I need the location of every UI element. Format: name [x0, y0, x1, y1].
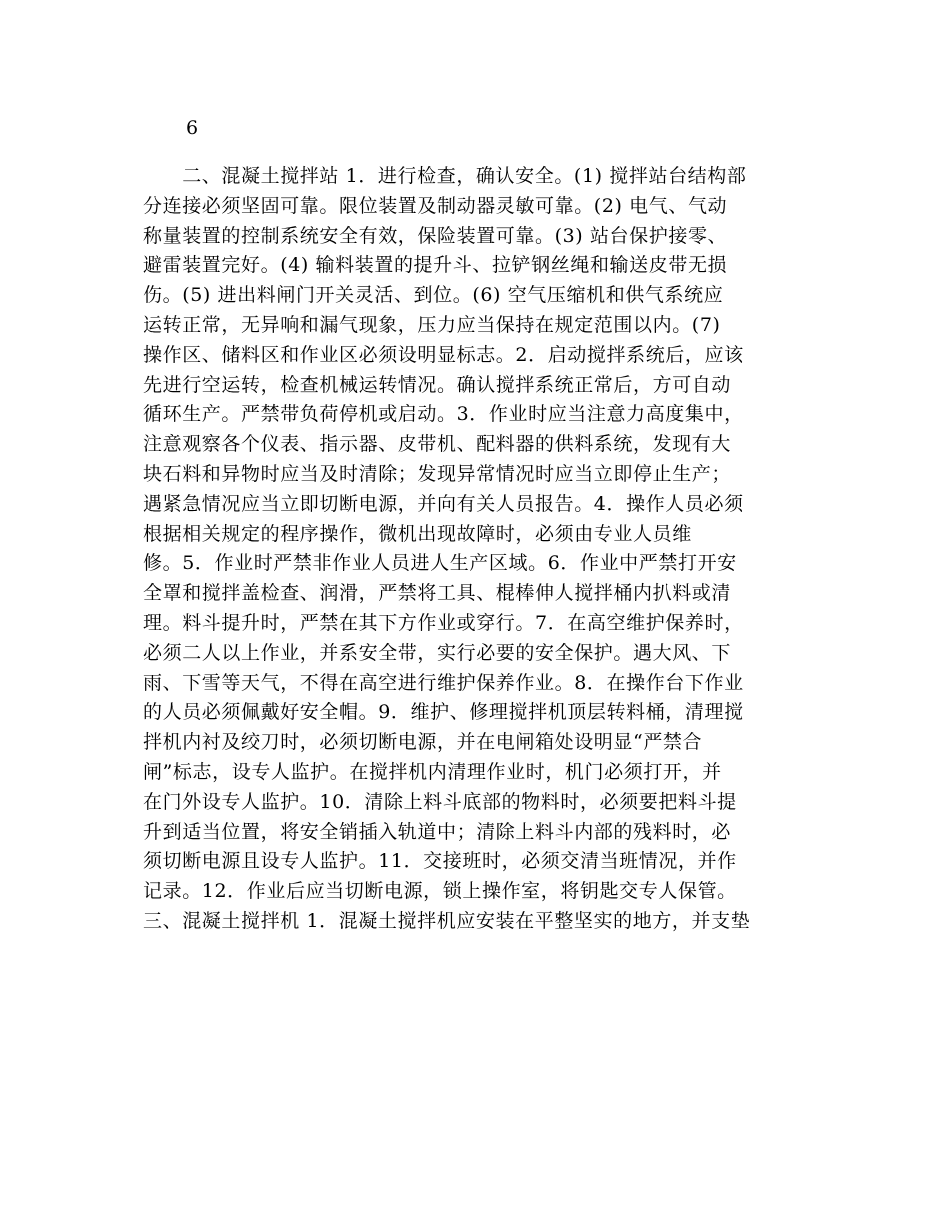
text-line: 循环生产。严禁带负荷停机或启动。3．作业时应当注意力高度集中，: [143, 403, 744, 426]
text-line: 三、混凝土搅拌机 1．混凝土搅拌机应安装在平整坚实的地方，并支垫: [143, 909, 751, 932]
text-line: 块石料和异物时应当及时清除；发现异常情况时应当立即停止生产；: [143, 462, 732, 485]
text-line: 拌机内衬及绞刀时，必须切断电源，并在电闸箱处设明显“严禁合: [143, 731, 703, 754]
text-line: 升到适当位置，将安全销插入轨道中；清除上料斗内部的残料时，必: [143, 820, 732, 843]
text-line: 避雷装置完好。(4) 输料装置的提升斗、拉铲钢丝绳和输送皮带无损: [143, 254, 728, 277]
text-line: 在门外设专人监护。10．清除上料斗底部的物料时，必须要把料斗提: [143, 790, 737, 813]
text-line: 二、混凝土搅拌站 1．进行检查，确认安全。(1) 搅拌站台结构部: [143, 165, 747, 187]
text-line: 闸”标志，设专人监护。在搅拌机内清理作业时，机门必须打开，并: [143, 760, 722, 783]
text-line: 须切断电源且设专人监护。11．交接班时，必须交清当班情况，并作: [143, 850, 737, 873]
text-line: 全罩和搅拌盖检查、润滑，严禁将工具、棍棒伸人搅拌桶内扒料或清: [143, 582, 732, 605]
text-line: 先进行空运转，检查机械运转情况。确认搅拌系统正常后，方可自动: [143, 373, 732, 396]
text-line: 理。料斗提升时，严禁在其下方作业或穿行。7．在高空维护保养时，: [143, 611, 744, 634]
text-line: 遇紧急情况应当立即切断电源，并向有关人员报告。4．操作人员必须: [143, 492, 744, 515]
text-line: 记录。12．作业后应当切断电源，锁上操作室，将钥匙交专人保管。: [143, 880, 737, 903]
page-number: 6: [186, 117, 199, 139]
text-line: 雨、下雪等天气，不得在高空进行维护保养作业。8．在操作台下作业: [143, 671, 744, 694]
text-line: 称量装置的控制系统安全有效，保险装置可靠。(3) 站台保护接零、: [143, 224, 728, 247]
text-line: 分连接必须坚固可靠。限位装置及制动器灵敏可靠。(2) 电气、气动: [143, 194, 728, 217]
text-line: 的人员必须佩戴好安全帽。9．维护、修理搅拌机顶层转料桶，清理搅: [143, 701, 744, 724]
text-line: 操作区、储料区和作业区必须设明显标志。2．启动搅拌系统后，应该: [143, 343, 744, 366]
text-line: 修。5．作业时严禁非作业人员进人生产区域。6．作业中严禁打开安: [143, 552, 737, 575]
text-line: 根据相关规定的程序操作，微机出现故障时，必须由专业人员维: [143, 522, 692, 545]
text-line: 必须二人以上作业，并系安全带，实行必要的安全保护。遇大风、下: [143, 641, 732, 664]
text-line: 注意观察各个仪表、指示器、皮带机、配料器的供料系统，发现有大: [143, 433, 732, 456]
text-line: 运转正常，无异响和漏气现象，压力应当保持在规定范围以内。(7): [143, 313, 721, 336]
body-text: [143, 162, 809, 937]
text-line: 伤。(5) 进出料闸门开关灵活、到位。(6) 空气压缩机和供气系统应: [143, 284, 724, 307]
